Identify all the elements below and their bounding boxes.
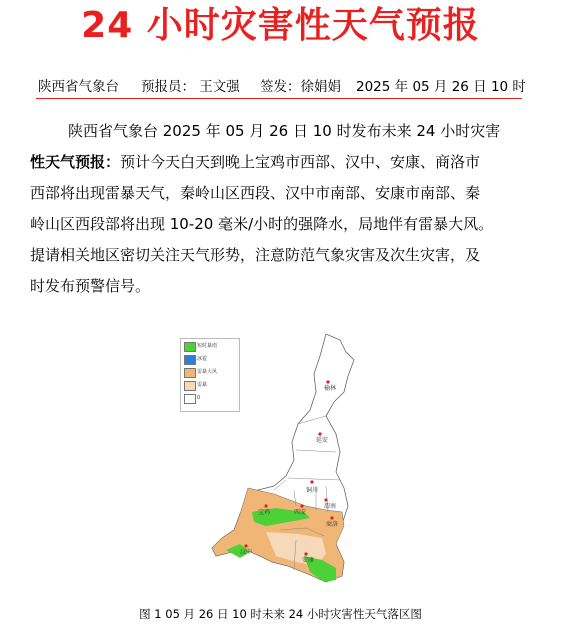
figure-caption: 图 1 05 月 26 日 10 时未来 24 小时灾害性天气落区图 bbox=[139, 607, 422, 621]
legend-item bbox=[181, 391, 239, 404]
map-legend bbox=[180, 338, 240, 412]
paragraph-line bbox=[30, 147, 530, 178]
city-label-xian: 西安 bbox=[294, 509, 307, 516]
paragraph-line: 时发布预警信号。 bbox=[30, 277, 151, 295]
city-label-shangluo: 商洛 bbox=[326, 521, 339, 528]
city-label-baoji: 宝鸡 bbox=[258, 509, 271, 516]
legend-label: 0 bbox=[197, 395, 201, 401]
city-label-ankang: 安康 bbox=[302, 557, 315, 564]
legend-label: 冰雹 bbox=[197, 356, 208, 362]
city-dot bbox=[326, 380, 329, 383]
forecast-paragraph bbox=[30, 116, 530, 302]
bold-heading: 性天气预报： bbox=[30, 153, 121, 171]
signer: 签发：徐娟娟 bbox=[260, 79, 341, 95]
city-dot bbox=[244, 544, 247, 547]
city-dot bbox=[264, 504, 267, 507]
legend-label: 短时暴雨 bbox=[197, 343, 218, 349]
city-label-weinan: 渭南 bbox=[324, 503, 337, 510]
paragraph-line: 陕西省气象台 2025 年 05 月 26 日 10 时发布未来 24 小时灾害 bbox=[68, 122, 501, 140]
paragraph-line: 西部将出现雷暴天气，秦岭山区西段、汉中市南部、安康市南部、秦 bbox=[30, 184, 481, 202]
legend-swatch bbox=[184, 381, 196, 391]
city-dot bbox=[324, 498, 327, 501]
forecaster: 预报员： 王文强 bbox=[141, 79, 240, 95]
issue-datetime: 2025 年 05 月 26 日 10 时 bbox=[356, 79, 526, 95]
city-label-yulin: 榆林 bbox=[324, 385, 337, 392]
city-dot bbox=[330, 516, 333, 519]
issuing-office: 陕西省气象台 bbox=[38, 79, 119, 95]
city-dot bbox=[300, 504, 303, 507]
city-label-yanan: 延安 bbox=[316, 437, 329, 444]
header-meta bbox=[38, 77, 526, 97]
legend-item bbox=[181, 339, 239, 352]
paragraph-line: 岭山区西段部将出现 10-20 毫米/小时的强降水，局地伴有雷暴大风。 bbox=[30, 215, 494, 233]
legend-swatch bbox=[184, 394, 196, 404]
legend-swatch bbox=[184, 342, 196, 352]
legend-label: 雷暴大风 bbox=[197, 369, 218, 375]
header-rule bbox=[36, 98, 522, 99]
legend-swatch bbox=[184, 368, 196, 378]
city-label-hanzhong: 汉中 bbox=[240, 549, 253, 556]
legend-item bbox=[181, 365, 239, 378]
city-dot bbox=[304, 552, 307, 555]
city-label-tongchuan: 铜川 bbox=[306, 487, 319, 494]
legend-item bbox=[181, 378, 239, 391]
city-dot bbox=[310, 480, 313, 483]
legend-label: 雷暴 bbox=[197, 382, 208, 388]
paragraph-text: 预计今天白天到晚上宝鸡市西部、汉中、安康、商洛市 bbox=[120, 153, 481, 171]
legend-item bbox=[181, 352, 239, 365]
city-dot bbox=[318, 432, 321, 435]
legend-swatch bbox=[184, 355, 196, 365]
page-title: 24 小时灾害性天气预报 bbox=[81, 5, 480, 46]
paragraph-line: 提请相关地区密切关注天气形势，注意防范气象灾害及次生灾害，及 bbox=[30, 246, 481, 264]
